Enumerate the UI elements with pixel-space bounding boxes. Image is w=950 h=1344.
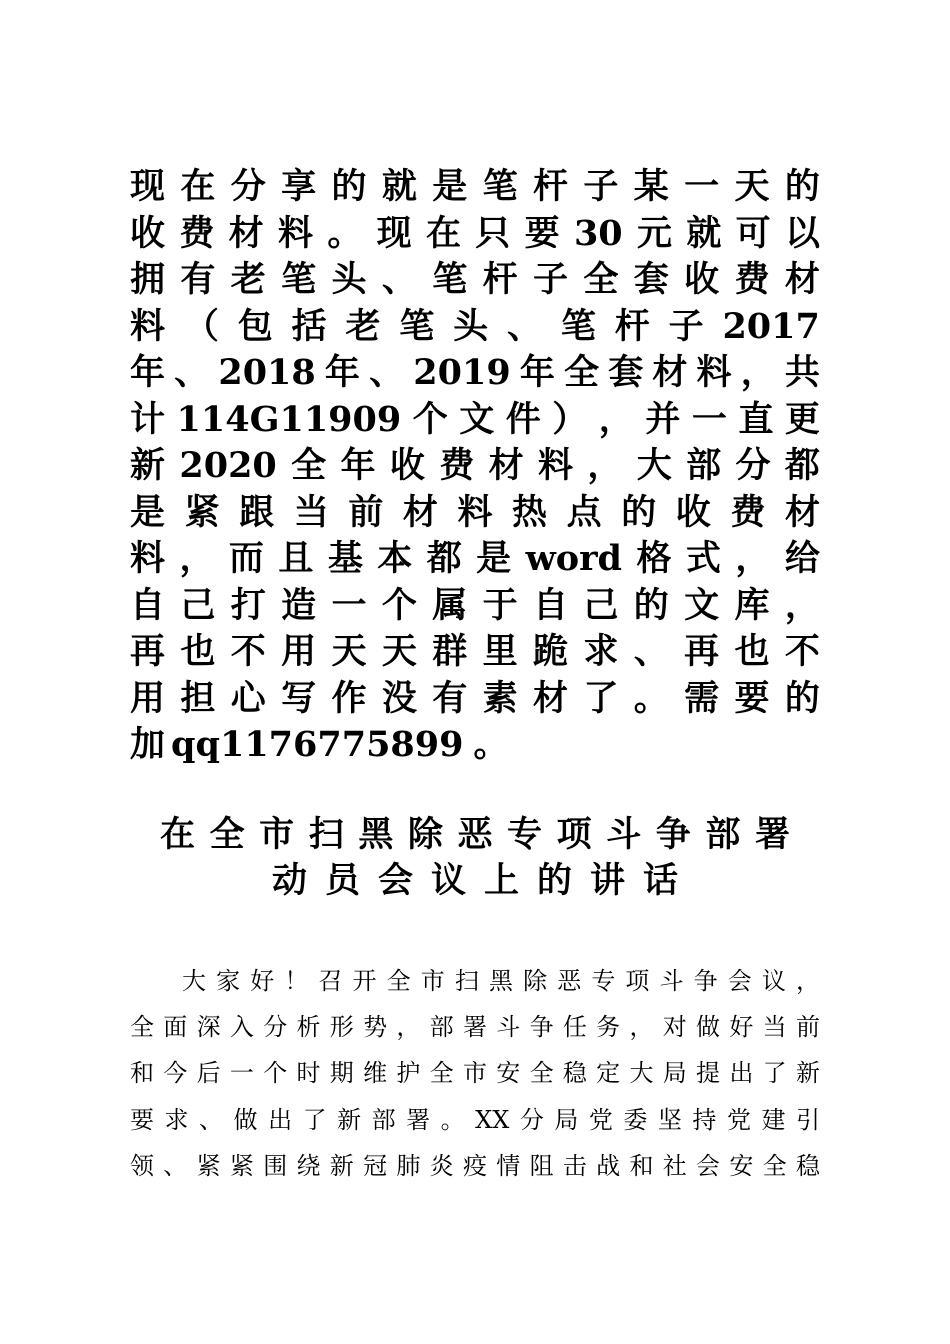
promo-line: 现 在 分 享 的 就 是 笔 杆 子 某 一 天 的 bbox=[130, 166, 820, 207]
promo-line: 料 （ 包 括 老 笔 头 、 笔 杆 子 2017 bbox=[130, 305, 820, 347]
body-line: 全 面 深 入 分 析 形 势 ， 部 署 斗 争 任 务 ， 对 做 好 当 前 bbox=[130, 1013, 820, 1042]
promo-line: 计 114G11909 个 文 件 ） ， 并 一 直 更 bbox=[130, 398, 820, 440]
promo-line: 用 担 心 写 作 没 有 素 材 了 。 需 要 的 bbox=[130, 677, 820, 719]
promo-line: 拥 有 老 笔 头 、 笔 杆 子 全 套 收 费 材 bbox=[130, 259, 820, 300]
promo-line: 自 己 打 造 一 个 属 于 自 己 的 文 库 ， bbox=[130, 584, 820, 626]
promo-line: 收 费 材 料 。 现 在 只 要 30 元 就 可 以 bbox=[130, 212, 820, 254]
body-line: 要 求 、 做 出 了 新 部 署 。 XX 分 局 党 委 坚 持 党 建 引 bbox=[130, 1105, 820, 1134]
speech-title bbox=[160, 812, 790, 904]
body-line: 大 家 好 ！ 召 开 全 市 扫 黑 除 恶 专 项 斗 争 会 议 ， bbox=[182, 967, 820, 995]
body-line: 领 、 紧 紧 围 绕 新 冠 肺 炎 疫 情 阻 击 战 和 社 会 安 全 稳 bbox=[130, 1151, 820, 1180]
speech-body bbox=[130, 958, 820, 1189]
title-line-1: 在 全 市 扫 黑 除 恶 专 项 斗 争 部 署 bbox=[160, 814, 790, 855]
promo-paragraph bbox=[130, 164, 820, 769]
body-line: 和 今 后 一 个 时 期 维 护 全 市 安 全 稳 定 大 局 提 出 了 新 bbox=[130, 1059, 820, 1088]
promo-line: 新 2020 全 年 收 费 材 料 ， 大 部 分 都 bbox=[130, 445, 820, 486]
promo-line: 是 紧 跟 当 前 材 料 热 点 的 收 费 材 bbox=[130, 491, 820, 533]
promo-line: 料 ， 而 且 基 本 都 是 word 格 式 ， 给 bbox=[130, 538, 820, 579]
promo-line: 年 、 2018 年 、 2019 年 全 套 材 料 ， 共 bbox=[130, 352, 820, 393]
promo-line: 加 qq1176775899 。 bbox=[130, 724, 509, 765]
title-line-2: 动 员 会 议 上 的 讲 话 bbox=[271, 860, 679, 901]
promo-line: 再 也 不 用 天 天 群 里 跪 求 、 再 也 不 bbox=[130, 631, 820, 672]
